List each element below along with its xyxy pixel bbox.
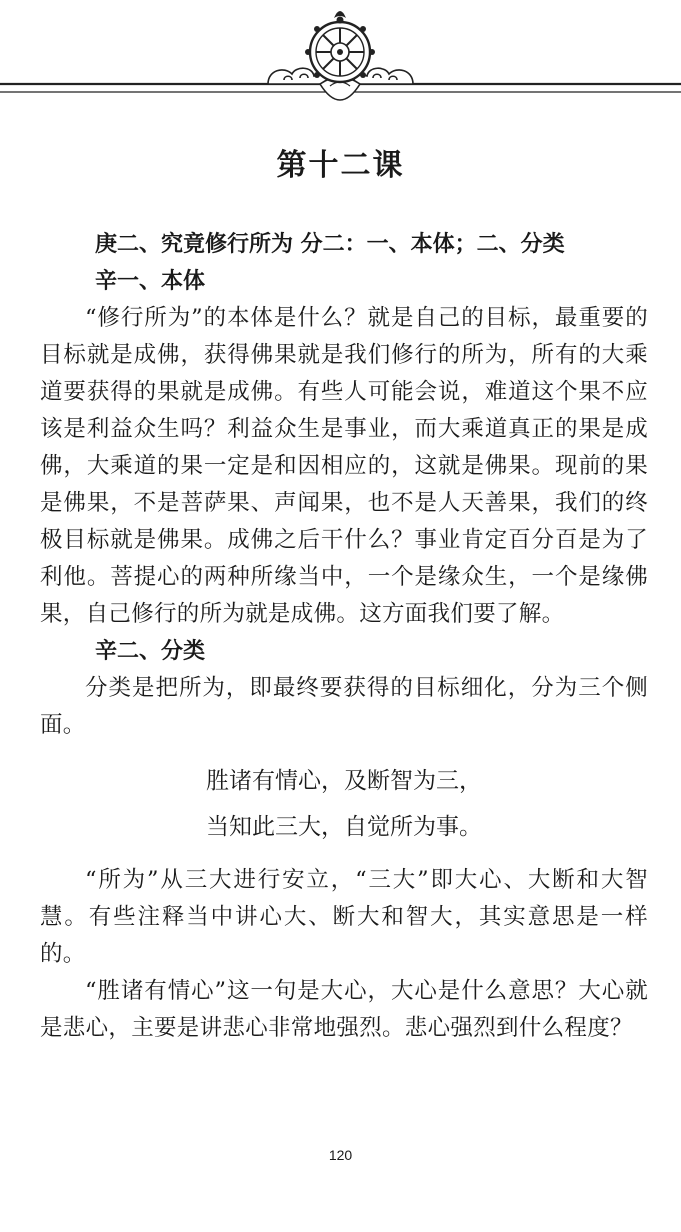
lesson-title: 第十二课: [276, 148, 405, 183]
paragraph-three-greatnesses: “所为”从三大进行安立，“三大”即大心、大断和大智慧。有些注释当中讲心大、断大和智大，其实意思是一样的。: [40, 867, 648, 967]
section-heading: 庚二、究竟修行所为 分二：一、本体；二、分类: [95, 232, 565, 257]
paragraph-classification: 分类是把所为，即最终要获得的目标细化，分为三个侧面。: [40, 675, 648, 738]
verse-line-1: 胜诸有情心，及断智为三，: [206, 768, 482, 794]
paragraph-great-mind: “胜诸有情心”这一句是大心，大心是什么意思？大心就是悲心，主要是讲悲心非常地强烈。悲心强烈到什么程度？: [40, 978, 648, 1041]
subsection-heading-classification: 辛二、分类: [95, 639, 206, 664]
subsection-heading-essence: 辛一、本体: [95, 269, 206, 294]
verse-line-2: 当知此三大，自觉所为事。: [206, 814, 482, 840]
verse: [40, 758, 648, 850]
dharma-wheel-icon: [0, 0, 681, 105]
page-header-ornament: [0, 0, 681, 105]
page-number: 120: [328, 1147, 353, 1163]
page-body: [40, 226, 648, 1047]
paragraph-essence: “修行所为”的本体是什么？就是自己的目标，最重要的目标就是成佛，获得佛果就是我们修行的所为，所有的大乘道要获得的果就是成佛。有些人可能会说，难道这个果不应该是利益众生吗？利益众生是事业，而大乘道真正的果是成佛，大乘道的果一定是和因相应的，这就是佛果。现前的果是佛果，不是菩萨果、声闻果，也不是人天善果，我们的终极目标就是佛果。成佛之后干什么？事业肯定百分百是为了利他。菩提心的两种所缘当中，一个是缘众生，一个是缘佛果，自己修行的所为就是成佛。这方面我们要了解。: [40, 305, 648, 627]
